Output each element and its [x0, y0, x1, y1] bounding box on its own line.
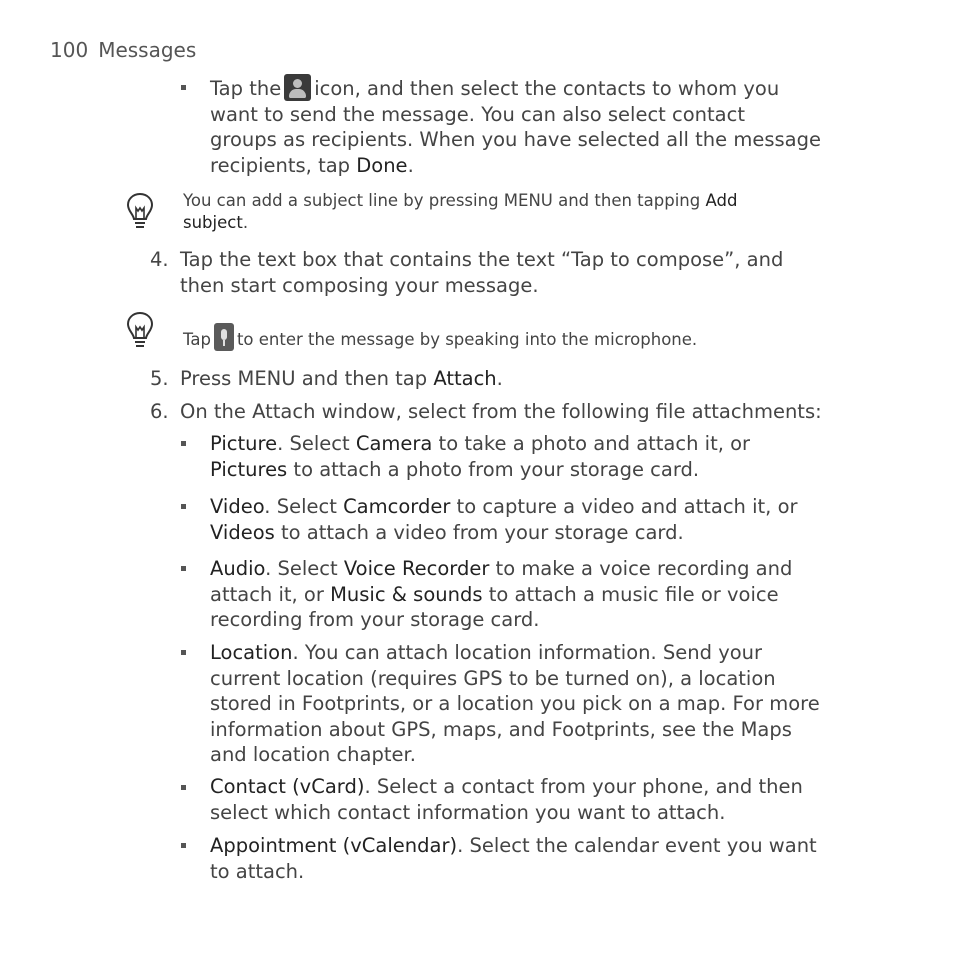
- step-number: 4.: [150, 248, 169, 271]
- bullet-marker: [181, 504, 186, 509]
- microphone-icon: [214, 323, 234, 351]
- option-contact: Contact (vCard). Select a contact from your phone, and then select which contact information you want to attach.: [210, 775, 803, 824]
- step-6-text: On the Attach window, select from the following file attachments:: [180, 400, 822, 423]
- tip-subject-line: You can add a subject line by pressing MENU and then tapping Add subject.: [183, 191, 738, 232]
- contacts-icon: [284, 74, 311, 101]
- bullet-marker: [181, 785, 186, 790]
- tip-voice-input: Tap to enter the message by speaking into the microphone.: [183, 323, 883, 351]
- lightbulb-icon: [126, 311, 154, 351]
- option-appointment: Appointment (vCalendar). Select the calendar event you want to attach.: [210, 834, 817, 883]
- bullet-recipients: Tap the icon, and then select the contacts to whom you want to send the message. You can also select contact groups as recipients. When you have selected all the message recipients, tap Done.: [210, 74, 890, 178]
- done-label: Done: [356, 153, 408, 177]
- bullet-marker: [181, 85, 186, 90]
- option-video: Video. Select Camcorder to capture a video and attach it, or Videos to attach a video from your storage card.: [210, 495, 798, 544]
- bullet-marker: [181, 566, 186, 571]
- step-4-text: Tap the text box that contains the text “Tap to compose”, and then start composing your message.: [180, 248, 784, 297]
- option-audio: Audio. Select Voice Recorder to make a voice recording and attach it, or Music & sounds to attach a music file or voice recording from your storage card.: [210, 557, 793, 631]
- bullet-marker: [181, 843, 186, 848]
- step-5-text: Press MENU and then tap Attach.: [180, 367, 503, 390]
- option-picture: Picture. Select Camera to take a photo and attach it, or Pictures to attach a photo from your storage card.: [210, 432, 751, 481]
- page-number: 100: [50, 38, 89, 62]
- bullet-marker: [181, 650, 186, 655]
- page-header: [50, 38, 196, 62]
- option-location: Location. You can attach location information. Send your current location (requires GPS to be turned on), a location stored in Footprints, or a location you pick on a map. For more information about GPS, maps, and Footprints, see the Maps and location chapter.: [210, 641, 820, 766]
- step-number: 6.: [150, 400, 169, 423]
- bullet-marker: [181, 441, 186, 446]
- section-title: Messages: [98, 38, 197, 62]
- step-number: 5.: [150, 367, 169, 390]
- lightbulb-icon: [126, 192, 154, 232]
